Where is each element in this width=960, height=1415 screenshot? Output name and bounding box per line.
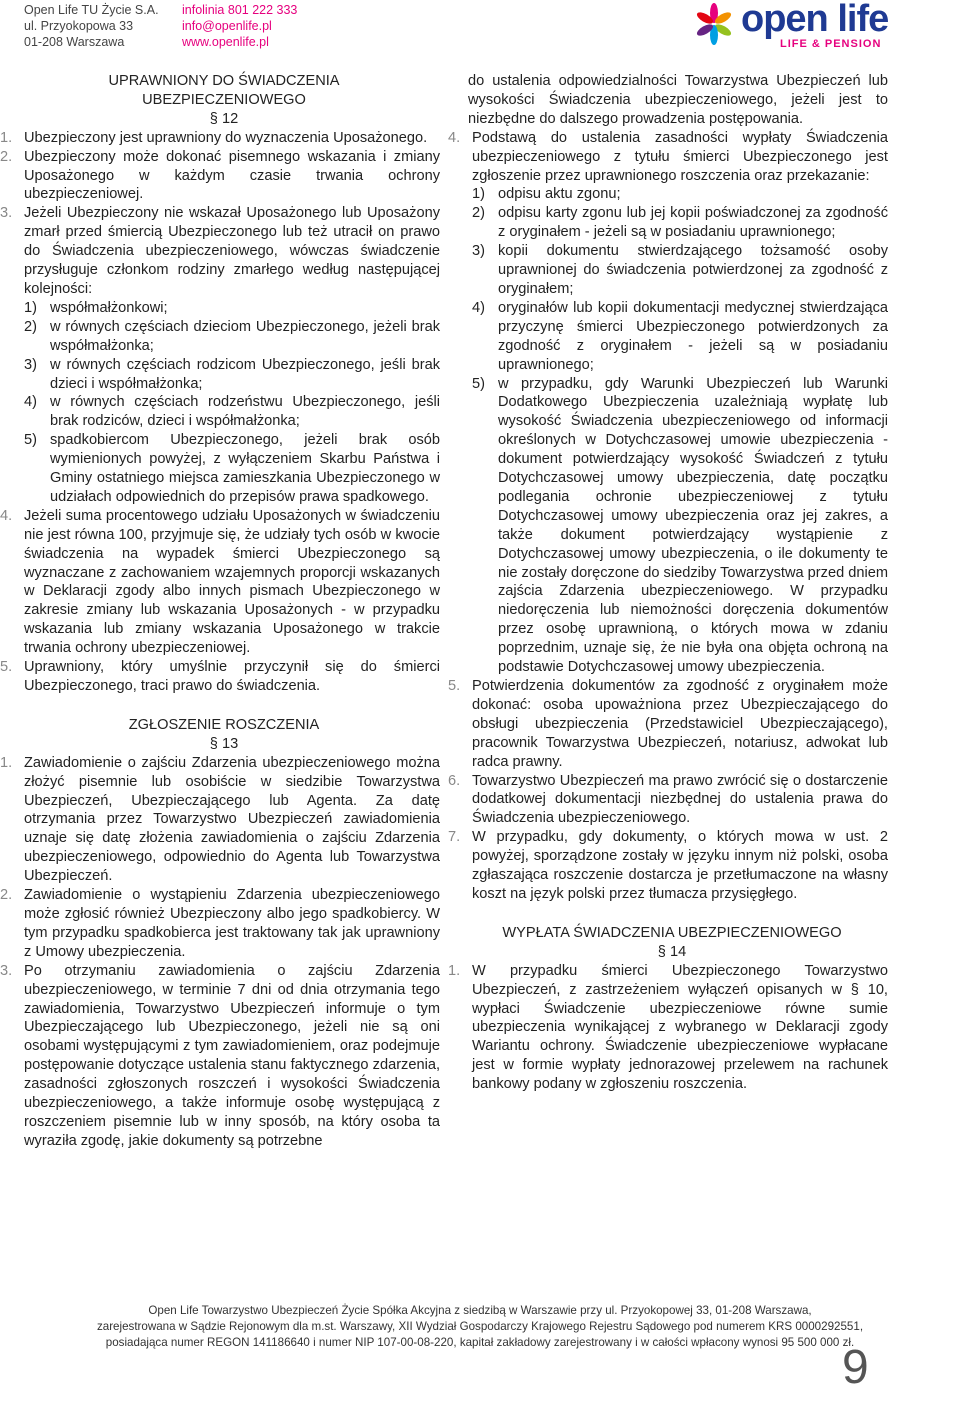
- section-12-title: UPRAWNIONY DO ŚWIADCZENIA UBEZPIECZENIOWEGO: [108, 73, 340, 108]
- heirs-list: [24, 299, 440, 507]
- legal-footer: [0, 1303, 960, 1351]
- left-column: [0, 72, 440, 1151]
- section-14-title: WYPŁATA ŚWIADCZENIA UBEZPIECZENIOWEGO: [502, 924, 842, 941]
- section-12-mark: § 12: [209, 110, 239, 127]
- company-street: ul. Przyokopowa 33: [24, 19, 134, 33]
- company-address: [24, 2, 159, 50]
- sub-item: 3) w równych częściach rodzicom Ubezpieczonego, jeśli brak dzieci i współmałżonka;: [24, 356, 440, 392]
- section-13-list-cont: [448, 129, 888, 904]
- sub-item: 5) spadkobiercom Ubezpieczonego, jeżeli brak osób wymienionych powyżej, z wyłączeniem Skarbu Państwa i Gminy ostatniego miejsca zamieszkania Ubezpieczonego w udziałach odpowiednich do przepisów prawa spadkowego.: [24, 432, 440, 505]
- list-item: 2. Zawiadomienie o wystąpieniu Zdarzenia ubezpieczeniowego może zgłosić również Ubezpieczony albo jego spadkobiercy. W tym przypadku spadkobierca jest traktowany tak jak uprawniony z Umowy ubezpieczenia.: [0, 887, 440, 960]
- section-13-list: [0, 754, 440, 1151]
- list-item: 4. Podstawą do ustalenia zasadności wypłaty Świadczenia ubezpieczeniowego z tytułu śmierci Ubezpieczonego jest zgłoszenie przez uprawnionego roszczenia oraz przekazanie: 1) odpisu aktu zgonu; 2) odpisu karty zgonu lub jej kopii poświadczonej za zgodność z oryginałem - jeżeli są w posiadaniu uprawnionego; 3) kopii dokumentu stwierdzającego tożsamość osoby uprawnionej do świadczenia potwierdzonej za zgodność z oryginałem; 4) oryginałów lub kopii dokumentacji medycznej stwierdzająca przyczynę śmierci Ubezpieczonego potwierdzonych za zgodność z oryginałem - jeżeli są w posiadaniu uprawnionego; 5) w przypadku, gdy Warunki Ubezpieczeń lub Warunki Dodatkowego Ubezpieczenia uzależniają wypłatę lub wysokość Świadczenia ubezpieczeniowego od informacji określonych w Dotychczasowej umowie ubezpieczenia - dokument potwierdzający wysokość Świadczeń z tytułu Dotychczasowej umowy ubezpieczenia, datę początku podlegania ochronie ubezpieczeniowej z tytułu Dotychczasowej umowy ubezpieczenia oraz jej zakres, a także dokument potwierdzający wystąpienie z Dotychczasowej umowy ubezpieczenia, o ile dokumenty te nie zostały doręczone do siedziby Towarzystwa przed dniem zajścia Zdarzenia ubezpieczeniowego. W przypadku niedoręczenia lub niemożności doręczenia dokumentów przez osobę uprawnioną, o których mowa w zdaniu poprzednim, uznaje się, że nie była ona objęta ochroną na podstawie Dotychczasowej umowy ubezpieczenia.: [448, 129, 888, 676]
- right-column: [448, 72, 888, 1094]
- list-item: 5. Uprawniony, który umyślnie przyczynił się do śmierci Ubezpieczonego, traci prawo do świadczenia.: [0, 659, 440, 694]
- logo-subtitle: LIFE & PENSION: [780, 38, 882, 50]
- list-item: 7. W przypadku, gdy dokumenty, o których mowa w ust. 2 powyżej, sporządzone zostały w języku innym niż polski, osoba zgłaszająca roszczenie dostarcza je przetłumaczone na własny koszt na język polski przez tłumacza przysięgłego.: [448, 829, 888, 902]
- sub-item: 5) w przypadku, gdy Warunki Ubezpieczeń lub Warunki Dodatkowego Ubezpieczenia uzależniają wypłatę lub wysokość Świadczenia ubezpieczeniowego od informacji określonych w Dotychczasowej umowie ubezpieczenia - dokument potwierdzający wysokość Świadczeń z tytułu Dotychczasowej umowy ubezpieczenia, datę początku podlegania ochronie ubezpieczeniowej z tytułu Dotychczasowej umowy ubezpieczenia oraz jej zakres, a także dokument potwierdzający wystąpienie z Dotychczasowej umowy ubezpieczenia, o ile dokumenty te nie zostały doręczone do siedziby Towarzystwa przed dniem zajścia Zdarzenia ubezpieczeniowego. W przypadku niedoręczenia lub niemożności doręczenia dokumentów przez osobę uprawnioną, o których mowa w zdaniu poprzednim, uznaje się, że nie była ona objęta ochroną na podstawie Dotychczasowej umowy ubezpieczenia.: [472, 375, 888, 676]
- logo-text: open life: [741, 0, 889, 40]
- list-item: 5. Potwierdzenia dokumentów za zgodność z oryginałem może dokonać: osoba upoważniona przez Ubezpieczającego do obsługi ubezpieczenia (Przedstawiciel Ubezpieczającego), pracownik Towarzystwa Ubezpieczeń, notariusz, adwokat lub radca prawny.: [448, 678, 888, 770]
- continued-text: do ustalenia odpowiedzialności Towarzystwa Ubezpieczeń lub wysokości Świadczenia ubezpieczeniowego, jeżeli jest to niezbędne do dalszego prowadzenia postępowania.: [468, 73, 888, 127]
- sub-item: 1) odpisu aktu zgonu;: [472, 186, 621, 203]
- footer-line: posiadająca numer REGON 141186640 i numer NIP 107-00-08-220, kapitał zakładowy zarejestrowany i w całości wpłacony wynosi 95 500 000 zł.: [105, 1336, 855, 1349]
- page-number: 9: [842, 1341, 869, 1394]
- documents-list: [472, 185, 888, 677]
- contact-info: [182, 2, 297, 50]
- website-link[interactable]: www.openlife.pl: [182, 35, 269, 49]
- section-12-list: [0, 129, 440, 696]
- list-item: 1. Zawiadomienie o zajściu Zdarzenia ubezpieczeniowego można złożyć pisemnie lub osobiście w siedzibie Towarzystwa Ubezpieczeń, Ubezpieczającego lub Agenta. Za datę otrzymania przez Towarzystwo Ubezpieczeń zawiadomienia uznaje się datę złożenia zawiadomienia o zajściu Zdarzenia ubezpieczeniowego, odpowiednio do Agenta lub Towarzystwa Ubezpieczeń.: [0, 754, 440, 885]
- company-name: Open Life TU Życie S.A.: [24, 3, 159, 17]
- list-item: 1. W przypadku śmierci Ubezpieczonego Towarzystwo Ubezpieczeń, z zastrzeżeniem wyłączeń opisanych w § 10, wypłaci Świadczenie ubezpieczeniowe równe sumie ubezpieczenia wynikającej z wybranego w Deklaracji zgody Wariantu ochrony. Świadczenie ubezpieczeniowe wypłacane jest w formie wypłaty jednorazowej przelewem na rachunek bankowy podany w zgłoszeniu roszczenia.: [448, 962, 888, 1093]
- footer-line: Open Life Towarzystwo Ubezpieczeń Życie Spółka Akcyjna z siedzibą w Warszawie przy ul. Przyokopowej 33, 01-208 Warszawa,: [148, 1304, 812, 1317]
- section-14-mark: § 14: [657, 943, 687, 960]
- section-13-mark: § 13: [209, 735, 239, 752]
- hotline: infolinia 801 222 333: [182, 3, 298, 17]
- list-item: 3. Po otrzymaniu zawiadomienia o zajściu Zdarzenia ubezpieczeniowego, w terminie 7 dni od dnia otrzymania tego zawiadomienia, Towarzystwo Ubezpieczeń informuje o tym Ubezpieczającego lub Ubezpieczonego, jeżeli nie są oni osobami występującymi z tym zawiadomieniem, oraz podejmuje postępowanie dotyczące ustalenia stanu faktycznego zdarzenia, zasadności zgłoszonych roszczeń i wysokości Świadczenia ubezpieczeniowego, a także informuje osobę występującą z roszczeniem pisemnie lub w inny sposób, na który osoba ta wyraziła zgodę, jakie dokumenty są potrzebne: [0, 962, 440, 1149]
- footer-line: zarejestrowana w Sądzie Rejonowym dla m.st. Warszawy, XII Wydział Gospodarczy Krajowego Rejestru Sądowego pod numerem KRS 0000292551,: [96, 1320, 864, 1333]
- list-item: 4. Jeżeli suma procentowego udziału Uposażonych w świadczeniu nie jest równa 100, przyjmuje się, że udziały tych osób w kwocie świadczenia na wypadek śmierci Ubezpieczonego są wyznaczane z zachowaniem wzajemnych proporcji wskazanych w Deklaracji zgody albo innych pismach Ubezpieczonego w zakresie zmiany lub wskazania Uposażonych - w przypadku wskazania lub zmiany wskazania Uposażonego w trakcie trwania ochrony ubezpieczeniowej.: [0, 507, 440, 657]
- sub-item: 2) odpisu karty zgonu lub jej kopii poświadczonej za zgodność z oryginałem - jeżeli są w posiadaniu uprawnionego;: [472, 205, 888, 241]
- section-14-list: [448, 962, 888, 1094]
- sub-item: 1) współmałżonkowi;: [24, 299, 168, 316]
- company-city: 01-208 Warszawa: [24, 35, 125, 49]
- sub-item: 3) kopii dokumentu stwierdzającego tożsamość osoby uprawnionej do świadczenia potwierdzonej za zgodność z oryginałem;: [472, 243, 888, 297]
- list-item: 1. Ubezpieczony jest uprawniony do wyznaczenia Uposażonego.: [0, 129, 428, 146]
- sub-item: 4) w równych częściach rodzeństwu Ubezpieczonego, jeśli brak rodziców, dzieci i współmałżonka;: [24, 394, 440, 430]
- section-13-title: ZGŁOSZENIE ROSZCZENIA: [128, 716, 320, 733]
- sub-item: 2) w równych częściach dzieciom Ubezpieczonego, jeżeli brak współmałżonka;: [24, 318, 440, 354]
- email-link[interactable]: info@openlife.pl: [182, 19, 272, 33]
- list-item: 3. Jeżeli Ubezpieczony nie wskazał Uposażonego lub Uposażony zmarł przed śmiercią Ubezpieczonego lub też utracił on prawo do Świadczenia ubezpieczeniowego, wówczas świadczenie przysługuje członkom rodziny zmarłego według następującej kolejności: 1) współmałżonkowi; 2) w równych częściach dzieciom Ubezpieczonego, jeżeli brak współmałżonka; 3) w równych częściach rodzicom Ubezpieczonego, jeśli brak dzieci i współmałżonka; 4) w równych częściach rodzeństwu Ubezpieczonego, jeśli brak rodziców, dzieci i współmałżonka; 5) spadkobiercom Ubezpieczonego, jeżeli brak osób wymienionych powyżej, z wyłączeniem Skarbu Państwa i Gminy ostatniego miejsca zamieszkania Ubezpieczonego w udziałach odpowiednich do przepisów prawa spadkowego.: [0, 205, 440, 505]
- list-item: 2. Ubezpieczony może dokonać pisemnego wskazania i zmiany Uposażonego w każdym czasie trwania ochrony ubezpieczeniowej.: [0, 148, 440, 203]
- list-item: 6. Towarzystwo Ubezpieczeń ma prawo zwrócić się o dostarczenie dodatkowej dokumentacji niezbędnej do ustalenia prawa do Świadczenia ubezpieczeniowego.: [448, 772, 888, 827]
- sub-item: 4) oryginałów lub kopii dokumentacji medycznej stwierdzająca przyczynę śmierci Ubezpieczonego potwierdzonych za zgodność z oryginałem - jeżeli są w posiadaniu uprawnionego;: [472, 299, 888, 373]
